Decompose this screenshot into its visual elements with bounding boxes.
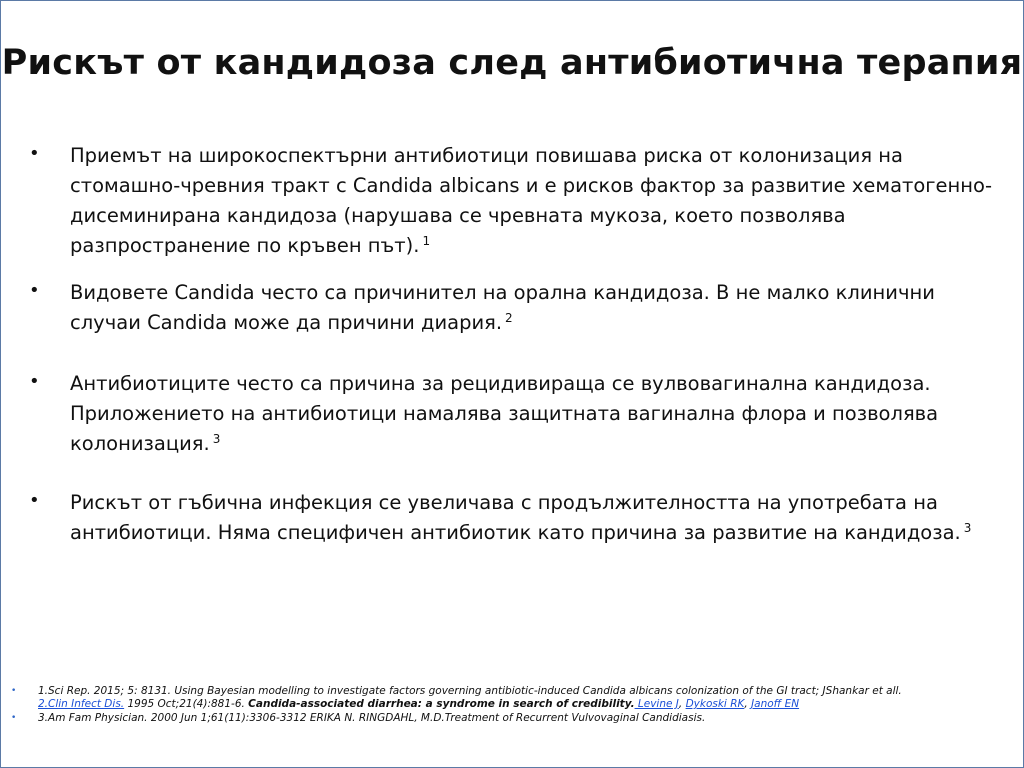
reference-2-author-link[interactable]: Janoff EN (751, 698, 800, 710)
reference-text (38, 685, 998, 711)
bullet-text (70, 278, 1000, 338)
footnote-ref: 3 (963, 520, 972, 535)
bullet-marker: • (29, 280, 40, 301)
reference-2-author-link[interactable]: Levine J (634, 698, 679, 710)
bullet-text (70, 141, 1000, 261)
bullet-marker: • (29, 371, 40, 392)
bullet-marker: • (29, 490, 40, 511)
bullet-text (70, 488, 1000, 548)
reference-2-journal-link[interactable]: 2.Clin Infect Dis. (38, 698, 125, 710)
reference-2-author-link[interactable]: Dykoski RK (685, 698, 745, 710)
bullet-text-body: Приемът на широкоспектърни антибиотици повишава риска от колонизация на стомашно-чревния тракт с Candida albicans и е рисков фактор за развитие хематогенно-дисеминирана кандидоза (нарушава се чревната мукоза, което позволява разпространение по кръвен път). (70, 144, 993, 257)
bullet-text (70, 369, 1000, 459)
bullet-marker: • (29, 143, 40, 164)
reference-marker: • (11, 713, 17, 723)
footnote-ref: 3 (212, 431, 221, 446)
slide-title: Рискът от кандидоза след антибиотична терапия (1, 43, 1023, 83)
footnote-ref: 2 (505, 310, 513, 325)
reference-3-text: 3.Am Fam Physician. 2000 Jun 1;61(11):3306-3312 ERIKA N. RINGDAHL, M.D.Treatment of Recurrent Vulvovaginal Candidiasis. (38, 712, 706, 724)
footnote-ref: 1 (422, 233, 431, 248)
reference-2-separator: , (678, 698, 686, 710)
reference-2-citation: 1995 Oct;21(4):881-6. (124, 698, 249, 710)
bullet-text-body: Видовете Candida често са причинител на орална кандидоза. В не малко клинични случаи Candida може да причини диария. (70, 281, 935, 334)
bullet-text-body: Антибиотиците често са причина за рецидивираща се вулвовагинална кандидоза. Приложението на антибиотици намалява защитната вагинална флора и позволява колонизация. (70, 372, 939, 455)
bullet-text-body: Рискът от гъбична инфекция се увеличава с продължителността на употребата на антибиотици. Няма специфичен антибиотик като причина за развитие на кандидоза. (70, 491, 961, 544)
reference-2-title: Candida-associated diarrhea: a syndrome in search of credibility. (248, 698, 635, 710)
reference-marker: • (11, 686, 17, 696)
reference-2-separator: , (744, 698, 752, 710)
reference-1-text: 1.Sci Rep. 2015; 5: 8131. Using Bayesian modelling to investigate factors governing antibiotic-induced Candida albicans colonization of the GI tract; JShankar et all. (38, 685, 902, 697)
